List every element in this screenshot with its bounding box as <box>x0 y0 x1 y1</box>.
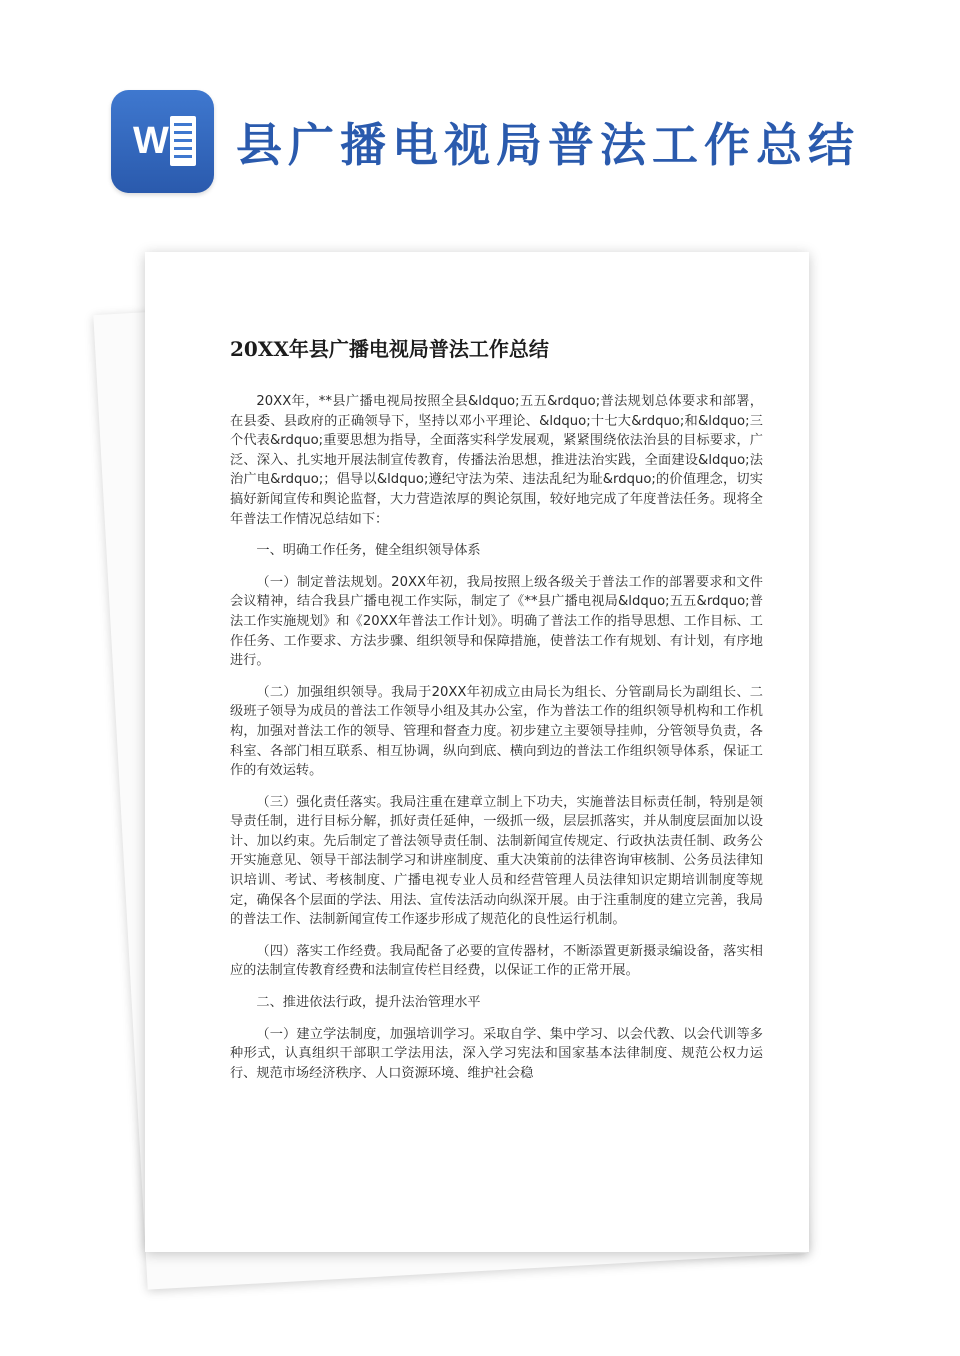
paragraph-2-1: （一）建立学法制度，加强培训学习。采取自学、集中学习、以会代教、以会代训等多种形式，认真组织干部职工学法用法，深入学习宪法和国家基本法律制度、规范公权力运行、规范市场经济秩序、人口资源环境、维护社会稳 <box>230 1026 763 1081</box>
paragraph-1-2: （二）加强组织领导。我局于20XX年初成立由局长为组长、分管副局长为副组长、二级班子领导为成员的普法工作领导小组及其办公室，作为普法工作的组织领导机构和工作机构，加强对普法工作的领导、管理和督查力度。初步建立主要领导挂帅，分管领导负责，各科室、各部门相互联系、相互协调，纵向到底、横向到边的普法工作组织领导体系，保证工作的有效运转。 <box>230 684 763 779</box>
document-heading: 20XX年县广播电视局普法工作总结 <box>230 337 549 361</box>
word-icon-letter: W <box>133 120 169 162</box>
document-body <box>230 392 763 1095</box>
document-lines-icon <box>170 116 196 166</box>
paragraph-intro: 20XX年，**县广播电视局按照全县&ldquo;五五&rdquo;普法规划总体要求和部署，在县委、县政府的正确领导下，坚持以邓小平理论、&ldquo;十七大&rdquo;和&ldquo;三个代表&rdquo;重要思想为指导，全面落实科学发展观，紧紧围绕依法治县的目标要求，广泛、深入、扎实地开展法制宣传教育，传播法治思想，推进法治实践，全面建设&ldquo;法治广电&rdquo;；倡导以&ldquo;遵纪守法为荣、违法乱纪为耻&rdquo;的价值理念，切实搞好新闻宣传和舆论监督，大力营造浓厚的舆论氛围，较好地完成了年度普法任务。现将全年普法工作情况总结如下： <box>230 394 763 527</box>
paragraph-1-1: （一）制定普法规划。20XX年初，我局按照上级各级关于普法工作的部署要求和文件会议精神，结合我县广播电视工作实际，制定了《**县广播电视局&ldquo;五五&rdquo;普法工作实施规划》和《20XX年普法工作计划》。明确了普法工作的指导思想、工作目标、工作任务、工作要求、方法步骤、组织领导和保障措施，使普法工作有规划、有计划，有序地进行。 <box>230 574 763 669</box>
section-heading-2: 二、推进依法行政，提升法治管理水平 <box>256 995 481 1011</box>
page-title: 县广播电视局普法工作总结 <box>236 118 860 172</box>
banner-header <box>0 0 960 230</box>
section-heading-1: 一、明确工作任务，健全组织领导体系 <box>256 543 481 559</box>
paragraph-1-3: （三）强化责任落实。我局注重在建章立制上下功夫，实施普法目标责任制，特别是领导责任制，进行目标分解，抓好责任延伸，一级抓一级，层层抓落实，并从制度层面加以设计、加以约束。先后制定了普法领导责任制、法制新闻宣传规定、行政执法责任制、政务公开实施意见、领导干部法制学习和讲座制度、重大决策前的法律咨询审核制、公务员法律知识培训、考试、考核制度、广播电视专业人员和经营管理人员法律知识定期培训制度等规定，确保各个层面的学法、用法、宣传法活动向纵深开展。由于注重制度的建立完善，我局的普法工作、法制新闻宣传工作逐步形成了规范化的良性运行机制。 <box>230 794 763 928</box>
paragraph-1-4: （四）落实工作经费。我局配备了必要的宣传器材，不断添置更新摄录编设备，落实相应的法制宣传教育经费和法制宣传栏目经费，以保证工作的正常开展。 <box>230 943 763 979</box>
word-document-icon <box>111 90 214 193</box>
document-page <box>145 252 809 1252</box>
